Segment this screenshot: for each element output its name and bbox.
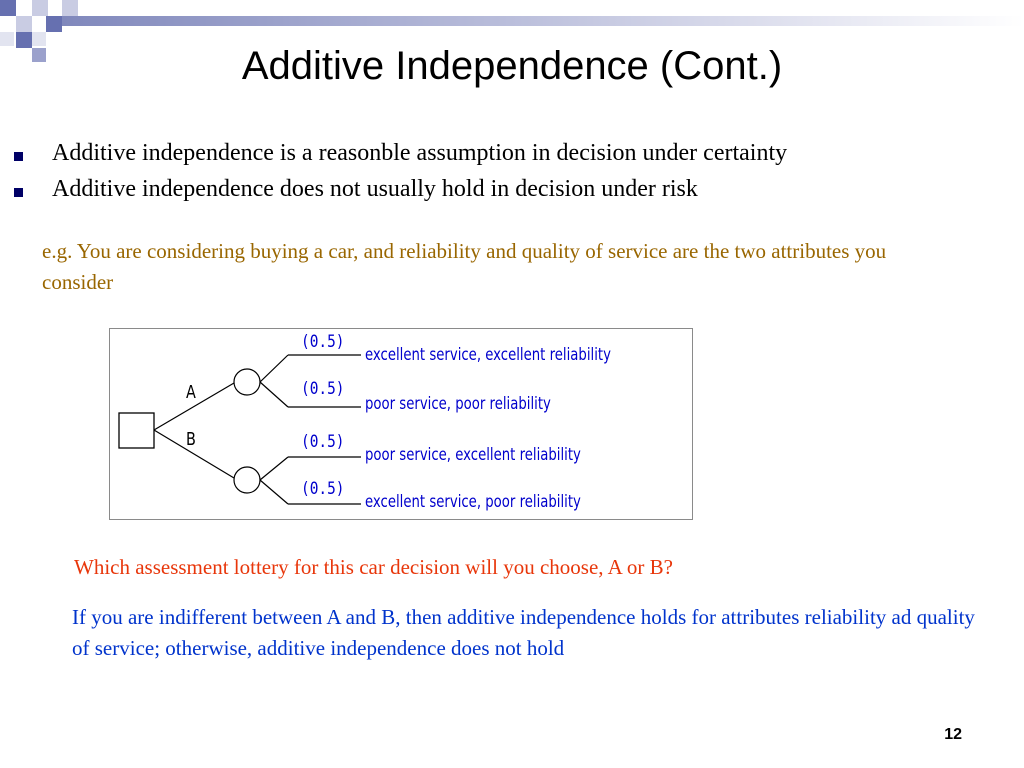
- conclusion-text: If you are indifferent between A and B, then additive independence holds for attributes reliability ad quality of service; otherwise, additive independence does not hold: [72, 605, 975, 660]
- example-text: e.g. You are considering buying a car, and reliability and quality of service are the two attributes you consider: [42, 239, 887, 294]
- branch-label-b: B: [186, 429, 196, 450]
- square-bullet-icon: [14, 188, 23, 197]
- chance-node-b: [234, 467, 260, 493]
- decision-node: [119, 413, 154, 448]
- question-text: Which assessment lottery for this car decision will you choose, A or B?: [74, 555, 673, 579]
- bullet-text: Additive independence does not usually hold in decision under risk: [52, 176, 698, 202]
- probability-label: (0.5): [301, 479, 345, 499]
- probability-label: (0.5): [301, 379, 345, 399]
- outcome-label: excellent service, excellent reliability: [365, 345, 611, 365]
- decision-tree: [109, 328, 693, 520]
- outcome-label: excellent service, poor reliability: [365, 492, 581, 512]
- page-number: 12: [944, 726, 962, 743]
- outcome-label: poor service, poor reliability: [365, 394, 551, 414]
- slide-title: Additive Independence (Cont.): [241, 44, 783, 88]
- probability-label: (0.5): [301, 332, 345, 352]
- outcome-label: poor service, excellent reliability: [365, 445, 581, 465]
- probability-label: (0.5): [301, 432, 345, 452]
- square-bullet-icon: [14, 152, 23, 161]
- header-gradient-bar: [62, 16, 1024, 26]
- bullet-text: Additive independence is a reasonble assumption in decision under certainty: [52, 140, 788, 166]
- chance-node-a: [234, 369, 260, 395]
- branch-label-a: A: [186, 382, 196, 403]
